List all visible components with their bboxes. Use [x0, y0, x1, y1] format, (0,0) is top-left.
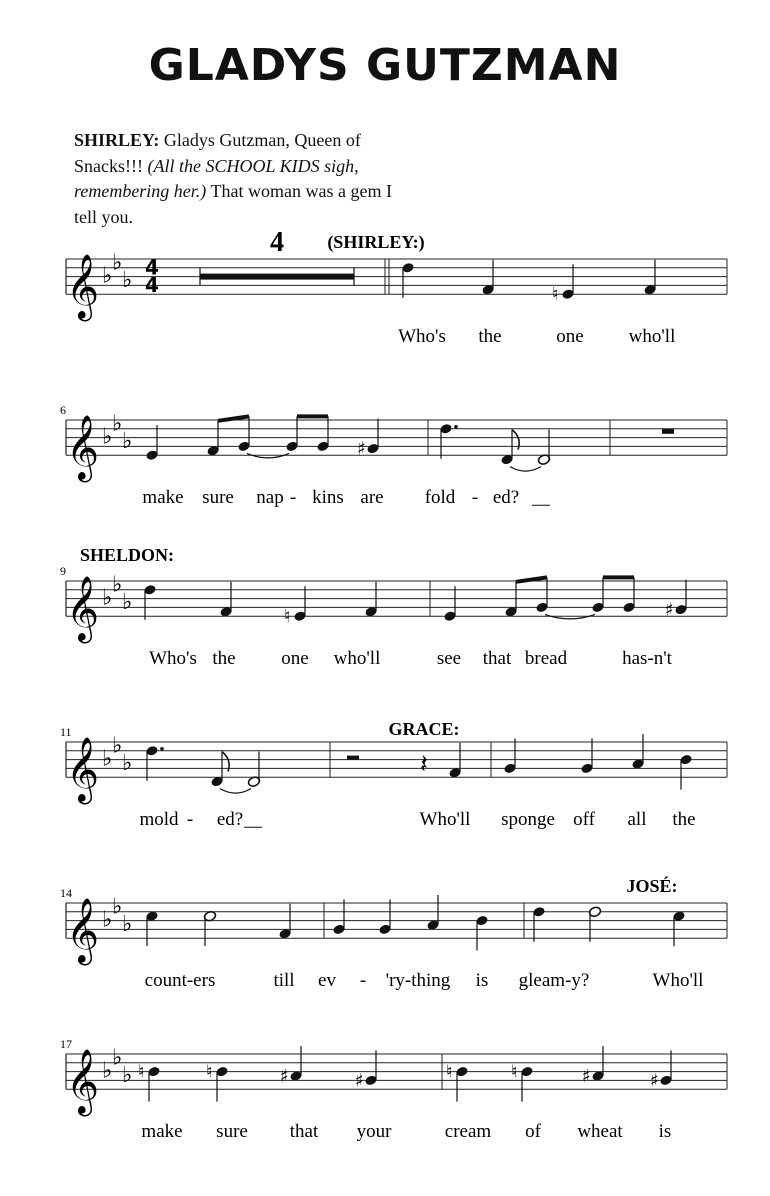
note — [603, 577, 636, 613]
staff-system — [60, 875, 727, 991]
lyric-syllable: till — [273, 970, 295, 992]
note — [138, 1062, 161, 1102]
lyric-syllable: sponge — [501, 809, 555, 831]
staff-system — [60, 719, 727, 830]
lyric-syllable: that — [289, 1121, 319, 1143]
note — [332, 899, 346, 935]
lyric-syllable: fold — [424, 487, 456, 509]
note — [247, 752, 261, 788]
quarter-rest-icon: 𝄽 — [420, 749, 428, 780]
treble-clef-icon: 𝄞 — [66, 254, 100, 320]
flat-icon: ♭ — [122, 912, 133, 937]
sharp-icon: ♯ — [582, 1066, 591, 1087]
lyric-syllable: count-ers — [144, 970, 216, 992]
measure-number: 17 — [60, 1037, 72, 1051]
lyric-syllable: is — [658, 1121, 672, 1143]
flat-icon: ♭ — [102, 1058, 113, 1084]
natural-icon: ♮ — [511, 1061, 518, 1083]
dialogue-text-2: That woman was a gem I tell you. — [74, 181, 392, 227]
treble-clef-icon: 𝄞 — [66, 576, 100, 642]
lyric-syllable: ed? — [216, 809, 244, 831]
lyric-syllable: make — [142, 487, 184, 509]
note — [532, 906, 546, 942]
sharp-icon: ♯ — [280, 1066, 289, 1087]
note — [218, 416, 251, 452]
flat-icon: ♭ — [122, 1063, 133, 1088]
natural-icon: ♮ — [552, 284, 559, 306]
multi-rest-count: 4 — [270, 227, 284, 258]
note — [145, 425, 159, 461]
lyric-syllable: ed? — [492, 487, 520, 509]
lyric-syllable: all — [627, 809, 647, 831]
lyric-syllable: who'll — [333, 648, 381, 670]
lyric-syllable: Who's — [398, 326, 446, 348]
note — [591, 577, 605, 613]
note — [219, 582, 233, 618]
lyric-syllable: - — [289, 487, 297, 509]
flat-icon: ♭ — [122, 268, 133, 293]
lyric-syllable: Who'll — [419, 809, 471, 831]
lyric-syllable: Who's — [149, 648, 197, 670]
sharp-icon: ♯ — [665, 599, 674, 621]
note — [537, 430, 551, 466]
flat-icon: ♭ — [112, 572, 123, 598]
lyric-syllable: your — [356, 1121, 392, 1143]
lyric-syllable: bread — [524, 648, 568, 670]
measure-number: 11 — [60, 725, 72, 739]
measure-number: 14 — [60, 886, 72, 900]
note — [357, 419, 380, 460]
voice-label: SHELDON: — [80, 545, 175, 565]
note — [672, 910, 686, 946]
lyric-syllable: see — [436, 648, 462, 670]
note — [552, 264, 575, 305]
note — [297, 416, 330, 452]
staff-system — [60, 403, 727, 508]
note — [481, 260, 495, 296]
lyric-syllable: gleam-y? — [518, 970, 590, 992]
note — [206, 1062, 229, 1102]
flat-icon: ♭ — [122, 429, 133, 454]
note — [443, 586, 457, 622]
natural-icon: ♮ — [284, 606, 291, 628]
note — [679, 754, 693, 790]
flat-icon: ♭ — [102, 907, 113, 933]
voice-label: (SHIRLEY:) — [327, 232, 425, 252]
note — [401, 262, 415, 298]
note — [439, 423, 458, 459]
half-rest — [347, 756, 359, 760]
lyric-syllable: Who'll — [652, 970, 704, 992]
flat-icon: ♭ — [102, 424, 113, 450]
note — [475, 915, 489, 951]
note — [426, 895, 440, 931]
note — [378, 899, 392, 935]
note — [210, 752, 229, 788]
flat-icon: ♭ — [122, 751, 133, 776]
sharp-icon: ♯ — [355, 1070, 364, 1092]
note — [504, 582, 518, 618]
flat-icon: ♭ — [112, 250, 123, 276]
note — [278, 904, 292, 940]
lyric-syllable: one — [556, 326, 584, 348]
tie — [510, 467, 541, 472]
lyric-syllable: kins — [312, 487, 344, 509]
sharp-icon: ♯ — [650, 1070, 659, 1092]
note — [516, 577, 549, 613]
augmentation-dot — [160, 747, 164, 751]
lyric-syllable: - — [359, 970, 367, 992]
staff-system — [66, 227, 727, 347]
note — [364, 582, 378, 618]
note — [650, 1050, 673, 1091]
note — [145, 745, 164, 781]
whole-rest — [662, 429, 674, 434]
treble-clef-icon: 𝄞 — [66, 415, 100, 481]
song-title: GLADYS GUTZMAN — [148, 40, 622, 91]
lyric-syllable: mold — [139, 809, 179, 831]
multi-rest-bar — [200, 274, 354, 280]
voice-label: JOSÉ: — [626, 876, 678, 896]
lyric-syllable: make — [141, 1121, 183, 1143]
note — [665, 580, 688, 621]
note — [580, 738, 594, 774]
note — [503, 738, 517, 774]
treble-clef-icon: 𝄞 — [66, 898, 100, 964]
note — [446, 1062, 469, 1102]
natural-icon: ♮ — [206, 1061, 213, 1083]
natural-icon: ♮ — [446, 1061, 453, 1083]
lyric-syllable: one — [281, 648, 309, 670]
lyric-syllable: the — [672, 809, 696, 831]
lyric-syllable: who'll — [628, 326, 676, 348]
treble-clef-icon: 𝄞 — [66, 737, 100, 803]
note — [203, 910, 217, 946]
flat-icon: ♭ — [102, 585, 113, 611]
measure-number: 6 — [60, 403, 66, 417]
treble-clef-icon: 𝄞 — [66, 1049, 100, 1115]
dialogue-text-1: Gladys Gutzman, Queen of Snacks!!! — [74, 130, 361, 176]
flat-icon: ♭ — [112, 411, 123, 437]
note — [143, 584, 157, 620]
lyric-syllable: wheat — [577, 1121, 623, 1143]
time-signature-top: 4 — [145, 255, 159, 280]
note — [511, 1062, 534, 1102]
lyric-syllable: nap — [256, 487, 284, 509]
note — [355, 1050, 378, 1091]
flat-icon: ♭ — [122, 590, 133, 615]
lyric-syllable: has-n't — [622, 648, 672, 670]
lyric-syllable: the — [478, 326, 502, 348]
staff-system — [60, 1037, 727, 1142]
lyric-syllable: the — [212, 648, 236, 670]
augmentation-dot — [454, 425, 458, 429]
note — [284, 586, 307, 627]
stage-direction: (All the SCHOOL KIDS sigh, remembering her.) — [74, 155, 359, 201]
note — [631, 734, 645, 770]
lyric-syllable: is — [475, 970, 489, 992]
lyric-syllable: ev — [318, 970, 336, 992]
lyric-syllable: 'ry-thing — [385, 970, 451, 992]
flat-icon: ♭ — [102, 746, 113, 772]
note — [588, 906, 602, 942]
flat-icon: ♭ — [102, 263, 113, 289]
staff-system — [60, 545, 727, 669]
flat-icon: ♭ — [112, 894, 123, 920]
note — [500, 430, 519, 466]
lyric-syllable: are — [360, 487, 384, 509]
lyric-syllable: sure — [202, 487, 234, 509]
flat-icon: ♭ — [112, 733, 123, 759]
dialogue-speaker: SHIRLEY: — [74, 130, 160, 150]
lyric-syllable: - — [471, 487, 479, 509]
flat-icon: ♭ — [112, 1045, 123, 1071]
note — [643, 260, 657, 296]
tie — [220, 789, 251, 794]
time-signature-bottom: 4 — [145, 273, 159, 298]
lyric-syllable: cream — [444, 1121, 492, 1143]
measure-number: 9 — [60, 564, 66, 578]
note — [206, 421, 220, 457]
lyric-syllable: that — [482, 648, 512, 670]
voice-label: GRACE: — [388, 719, 460, 739]
note — [145, 910, 159, 946]
lyric-syllable: of — [525, 1121, 541, 1143]
lyric-syllable: sure — [216, 1121, 248, 1143]
note — [448, 743, 462, 779]
natural-icon: ♮ — [138, 1061, 145, 1083]
lyric-syllable: - — [186, 809, 194, 831]
sharp-icon: ♯ — [357, 438, 366, 460]
note — [285, 416, 299, 452]
lyric-syllable: off — [573, 809, 595, 831]
